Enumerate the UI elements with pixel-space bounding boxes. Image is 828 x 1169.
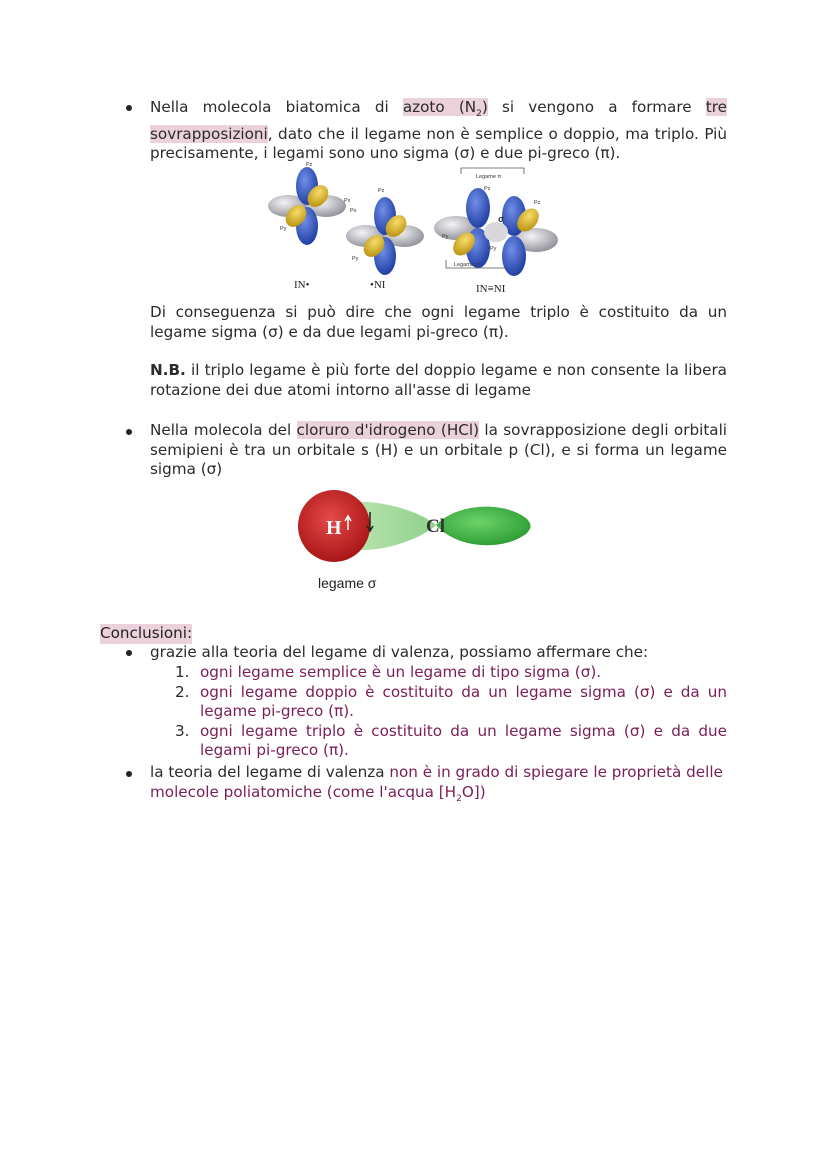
- nb-text: il triplo legame è più forte del doppio legame e non consente la libera rotazione dei due atomi intorno all'asse di legame: [150, 361, 727, 399]
- conclusion-intro: grazie alla teoria del legame di valenza, possiamo affermare che:: [150, 643, 649, 661]
- orbital-label: Py: [490, 246, 497, 252]
- orbital-label: Pz: [378, 188, 385, 194]
- bullet-point: [126, 429, 132, 435]
- n2-paragraph: [150, 98, 727, 164]
- bullet-point: [126, 105, 132, 111]
- h-label: H: [326, 517, 342, 539]
- conclusioni-heading: Conclusioni:: [100, 624, 193, 642]
- orbital-label: Pz: [306, 162, 313, 168]
- orbital-label: Pz: [534, 200, 541, 206]
- orbital-label: Legame π: [476, 174, 502, 180]
- n2-orbital-figure: [266, 160, 566, 300]
- highlight-hcl: cloruro d'idrogeno (HCl): [296, 421, 480, 439]
- text-span: si vengono a formare: [501, 98, 692, 116]
- bullet-point: [126, 771, 132, 777]
- orbital-label: Px: [344, 198, 351, 204]
- nb-label: N.B.: [150, 361, 186, 379]
- text-span: Nella molecola biatomica di: [150, 98, 389, 116]
- cl-label: Cl: [426, 516, 445, 537]
- lewis-n-left: IN•: [294, 279, 310, 291]
- hcl-paragraph: [150, 421, 727, 480]
- orbital-label: Legame π: [454, 262, 480, 268]
- legame-sigma-caption: legame σ: [318, 575, 377, 591]
- conseguenza-paragraph: Di conseguenza si può dire che ogni legame triplo è costituito da un legame sigma (σ) e da due legami pi-greco (π).: [150, 303, 727, 341]
- orbital-label: Py: [280, 226, 287, 232]
- conclusion-list: [175, 663, 727, 761]
- n-atom-middle: [346, 197, 424, 275]
- n-atom-left: [268, 167, 346, 245]
- conclusion-limit: [150, 763, 727, 809]
- text-span: la sovrapposizione degli orbitali semipieni è tra un orbitale s (H) e un orbitale p (Cl), e si forma un legame sigma (σ): [150, 421, 728, 478]
- bullet-point: [126, 650, 132, 656]
- text-span: la teoria del legame di valenza: [150, 763, 385, 781]
- highlight-tre-sovrapposizioni: tre sovrapposizioni: [150, 98, 727, 143]
- orbital-label: Pz: [484, 186, 491, 192]
- text-span: Nella molecola del: [150, 421, 292, 439]
- list-item: 1. ogni legame semplice è un legame di tipo sigma (σ).: [175, 663, 602, 681]
- list-item: 3. ogni legame triplo è costituito da un legame sigma (σ) e da due legami pi-greco (π).: [175, 721, 727, 759]
- highlight-azoto: azoto $(N_2)$: [402, 98, 488, 120]
- lewis-n-middle: •NI: [370, 279, 386, 291]
- text-span-purple: non è in grado di spiegare le proprietà delle molecole poliatomiche (come l'acqua $[H_2O]$): [150, 763, 723, 804]
- text-span: , dato che il legame non è semplice o doppio, ma triplo. Più precisamente, i legami sono uno sigma (σ) e due pi-greco (π).: [150, 124, 727, 163]
- orbital-label: Py: [352, 256, 359, 262]
- sigma-label: σ: [498, 214, 505, 224]
- orbital-label: Px: [350, 208, 357, 214]
- n2-molecule: [434, 168, 558, 276]
- list-item: 2. ogni legame doppio è costituito da un legame sigma (σ) e da un legame pi-greco (π).: [175, 682, 727, 720]
- orbital-label: Py: [442, 234, 449, 240]
- nb-paragraph: [150, 361, 727, 400]
- lewis-n2: IN≡NI: [476, 283, 506, 295]
- cl-p-lobe: [436, 507, 531, 546]
- hcl-orbital-figure: [296, 490, 536, 600]
